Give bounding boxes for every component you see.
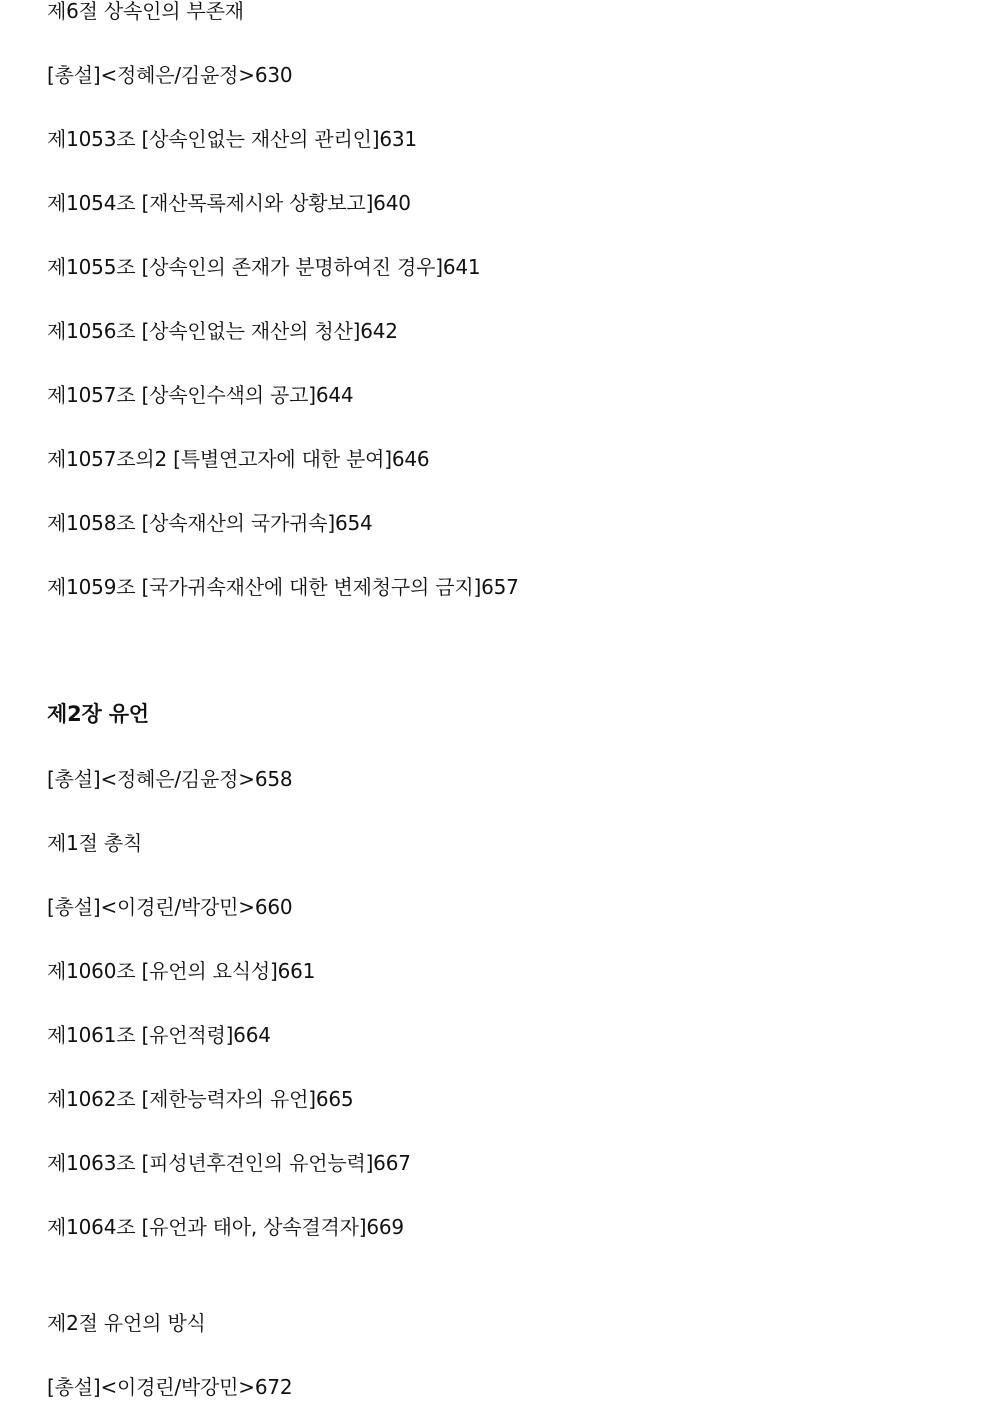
toc-entry: 제1063조 [피성년후견인의 유언능력]667 [47,1151,411,1175]
toc-entry: [총설]<정혜은/김윤정>658 [47,767,293,791]
toc-entry: 제1054조 [재산목록제시와 상황보고]640 [47,191,411,215]
toc-entry: 제1057조의2 [특별연고자에 대한 분여]646 [47,447,430,471]
toc-entry: 제1058조 [상속재산의 국가귀속]654 [47,511,373,535]
section-heading: 제1절 총칙 [47,831,143,855]
toc-entry: 제1057조 [상속인수색의 공고]644 [47,383,354,407]
section-heading: 제2절 유언의 방식 [47,1311,206,1335]
toc-entry: 제1059조 [국가귀속재산에 대한 변제청구의 금지]657 [47,575,519,599]
toc-entry: 제1061조 [유언적령]664 [47,1023,271,1047]
toc-entry: 제1060조 [유언의 요식성]661 [47,959,316,983]
toc-entry: [총설]<이경린/박강민>672 [47,1375,293,1399]
toc-entry: [총설]<이경린/박강민>660 [47,895,293,919]
section-heading: 제6절 상속인의 부존재 [47,0,244,23]
toc-entry: 제1062조 [제한능력자의 유언]665 [47,1087,354,1111]
toc-entry: 제1056조 [상속인없는 재산의 청산]642 [47,319,398,343]
toc-entry: 제1055조 [상속인의 존재가 분명하여진 경우]641 [47,255,481,279]
toc-entry: 제1053조 [상속인없는 재산의 관리인]631 [47,127,417,151]
toc-entry: 제1064조 [유언과 태아, 상속결격자]669 [47,1215,404,1239]
chapter-heading: 제2장 유언 [47,702,149,726]
toc-entry: [총설]<정혜은/김윤정>630 [47,63,293,87]
